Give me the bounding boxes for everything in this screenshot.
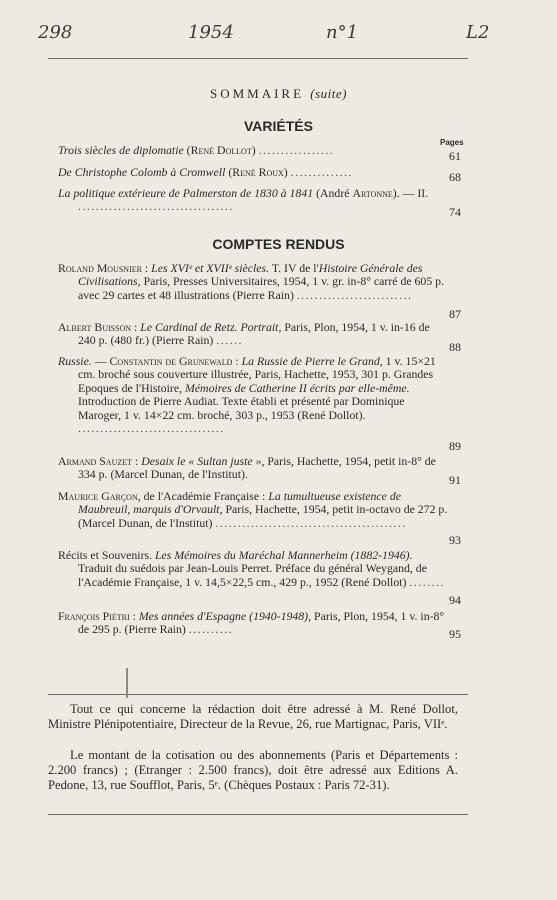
varietes-entry-2: De Christophe Colomb à Cromwell (René Roux) .............. bbox=[58, 165, 353, 179]
review-entry-7: François Piétri : Mes années d'Espagne (1940-1948), Paris, Plon, 1954, 1 v. in-8° de 295 p. (Pierre Rain) .......... bbox=[58, 609, 445, 637]
review-entry-1: Roland Mousnier : Les XVIᵉ et XVIIᵉ siècles. T. IV de l'Histoire Générale des Civilisations, Paris, Presses Universitaires, 1954, 1 v. gr. in-8° carré de 605 p. avec 29 cartes et 48 illustrations (Pierre Rain) .......................... bbox=[58, 261, 445, 302]
review-entry-5: Maurice Garçon, de l'Académie Française : La tumultueuse existence de Maubreuil, marquis d'Orvault, Paris, Hachette, 1954, petit in-octavo de 272 p. (Marcel Dunan, de l'Institut) ........................................... bbox=[58, 489, 448, 530]
pages-column-label: Pages bbox=[440, 138, 464, 147]
review-entry-6: Récits et Souvenirs. Les Mémoires du Maréchal Mannerheim (1882-1946). Traduit du suédois par Jean-Louis Perret. Préface du général Weygand, de l'Académie Française, 1 v. 14,5×22,5 cm., 429 p., 1952 (René Dollot) ........ bbox=[58, 548, 445, 589]
review-entry-2: Albert Buisson : Le Cardinal de Retz. Portrait, Paris, Plon, 1954, 1 v. in-16 de 240 p. (480 fr.) (Pierre Rain) ...... bbox=[58, 320, 430, 348]
page-number: 61 bbox=[449, 149, 461, 163]
page-number: 68 bbox=[449, 170, 461, 184]
handwritten-mark: L2 bbox=[466, 22, 490, 43]
page-number: 87 bbox=[449, 307, 461, 321]
notice-subscription: Le montant de la cotisation ou des abonnements (Paris et Départements : 2.200 francs) ; (Etranger : 2.500 francs), doit être adressé aux Editions A. Pedone, 13, rue Soufflot, Paris, 5ᵉ. (Chèques Postaux : Paris 72-31). bbox=[48, 748, 458, 792]
page-number: 74 bbox=[449, 205, 461, 219]
handwritten-year: 1954 bbox=[188, 22, 234, 43]
page-number: 88 bbox=[449, 340, 461, 354]
varietes-entry-3: La politique extérieure de Palmerston de 1830 à 1841 (André Artonne). — II. ................................... bbox=[58, 186, 429, 214]
varietes-heading: VARIÉTÉS bbox=[244, 118, 313, 134]
notice-top-rule bbox=[48, 694, 468, 695]
page-number: 95 bbox=[449, 627, 461, 641]
handwritten-issue-number: n°1 bbox=[326, 22, 359, 43]
comptes-rendus-heading: COMPTES RENDUS bbox=[212, 236, 345, 252]
varietes-entry-1: Trois siècles de diplomatie (René Dollot) ................. bbox=[58, 143, 335, 157]
page-number: 94 bbox=[449, 593, 461, 607]
top-rule bbox=[48, 58, 468, 59]
notice-editorial: Tout ce qui concerne la rédaction doit être adressé à M. René Dollot, Ministre Plénipotentiaire, Directeur de la Revue, 26, rue Martignac, Paris, VIIᵉ. bbox=[48, 702, 458, 731]
text-cursor-mark bbox=[126, 668, 128, 698]
summary-title: SOMMAIRE (suite) bbox=[209, 86, 348, 101]
review-entry-4: Armand Sauzet : Desaix le « Sultan juste », Paris, Hachette, 1954, petit in-8° de 334 p. (Marcel Dunan, de l'Institut). bbox=[58, 454, 436, 482]
page-number: 93 bbox=[449, 533, 461, 547]
notice-bottom-rule bbox=[48, 814, 468, 815]
review-entry-3: Russie. — Constantin de Grunewald : La Russie de Pierre le Grand, 1 v. 15×21 cm. broché sous couverture illustrée, Paris, Hachette, 1953, 301 p. Grandes Epoques de l'Histoire, Mémoires de Catherine II écrits par elle-même. Introduction de Pierre Audiat. Texte établi et présenté par Dominique Maroger, 1 v. 14×22 cm. broché, 303 p., 1953 (René Dollot). ................................. bbox=[58, 354, 436, 436]
handwritten-page-number: 298 bbox=[38, 22, 73, 43]
page-number: 91 bbox=[449, 473, 461, 487]
page-number: 89 bbox=[449, 439, 461, 453]
